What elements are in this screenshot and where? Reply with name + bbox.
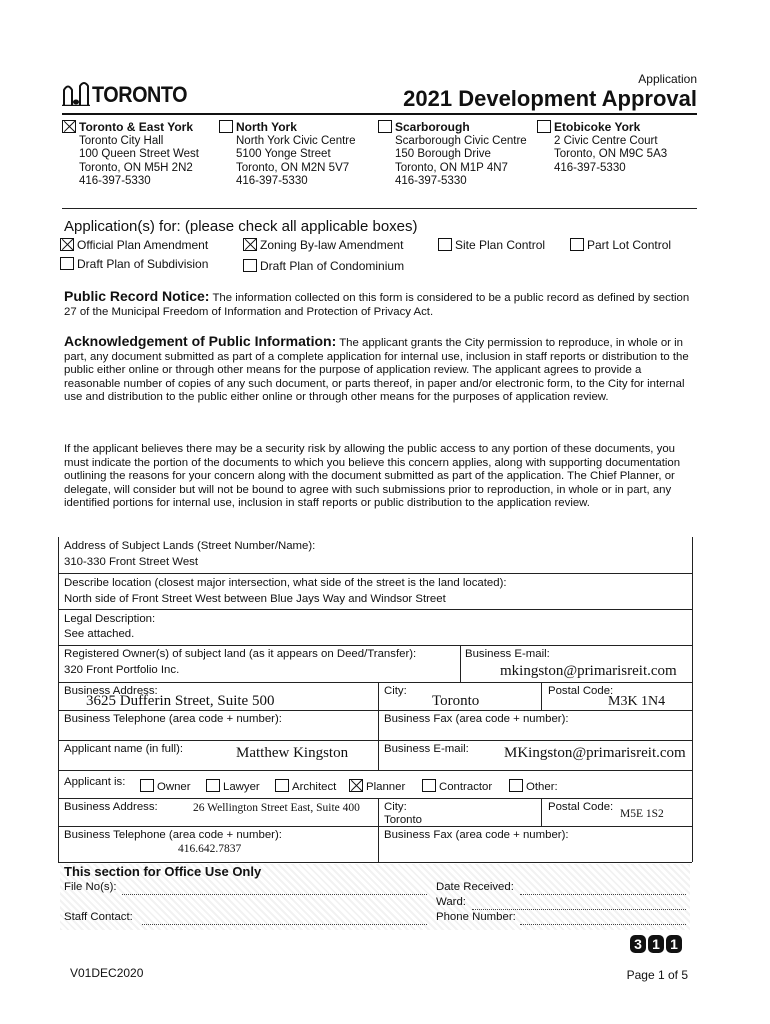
owner-field[interactable]: 320 Front Portfolio Inc.	[64, 664, 180, 676]
office-0	[62, 120, 199, 189]
applications-heading: Application(s) for: (please check all applicable boxes)	[64, 218, 418, 235]
applicant-label: Applicant name (in full):	[64, 743, 184, 755]
role-checkbox[interactable]	[206, 779, 220, 792]
applicant-phone-label: Business Telephone (area code + number):	[64, 829, 282, 841]
office-name: Toronto & East York	[79, 120, 194, 134]
badge-digit: 3	[630, 935, 646, 953]
office-address-line: 150 Borough Drive	[395, 148, 491, 160]
date-received-label: Date Received:	[436, 881, 514, 893]
role-checkbox[interactable]	[349, 779, 363, 792]
role-label: Planner	[366, 781, 406, 793]
role-option[interactable]	[206, 779, 260, 793]
application-option-label: Part Lot Control	[587, 238, 672, 252]
role-label: Other:	[526, 781, 558, 793]
application-option[interactable]	[243, 259, 404, 273]
applicant-city-field[interactable]: Toronto	[384, 814, 422, 826]
role-label: Architect	[292, 781, 337, 793]
application-option-label: Official Plan Amendment	[77, 238, 209, 252]
office-name: Etobicoke York	[554, 120, 641, 134]
acknowledgement-notice: Acknowledgement of Public Information: The applicant grants the City permission to reproduce, in whole or in part, any document submitted as part of a complete application for internal use, inclusion in staff reports or distribution to the public either online or through other means for the purpose of application review. The applicant agrees to provide a reasonable number of copies of any such document, or parts thereof, in paper and/or electronic form, to the City for internal use and distribution to the public either online or through other means for the purposes of application review.	[64, 333, 689, 404]
office-address-line: Toronto, ON M2N 5V7	[236, 161, 350, 174]
owner-postal-field[interactable]: M3K 1N4	[608, 694, 666, 709]
application-option-label: Draft Plan of Subdivision	[77, 257, 209, 271]
applicant-email-field[interactable]: MKingston@primarisreit.com	[504, 745, 686, 761]
owner-city-field[interactable]: Toronto	[432, 693, 480, 709]
address-label: Address of Subject Lands (Street Number/Name):	[64, 540, 316, 552]
office-1	[219, 120, 356, 189]
badge-digit: 1	[648, 935, 664, 953]
toronto-logo	[62, 80, 198, 106]
office-address-line: 416-397-5330	[236, 175, 308, 187]
role-option[interactable]	[422, 779, 492, 793]
badge-311	[630, 935, 682, 953]
owner-phone-label: Business Telephone (area code + number):	[64, 713, 282, 725]
application-checkbox[interactable]	[60, 257, 74, 270]
role-option[interactable]	[140, 779, 191, 793]
file-no-label: File No(s):	[64, 881, 117, 893]
role-label: Lawyer	[223, 781, 260, 793]
application-option[interactable]	[570, 238, 671, 252]
role-option[interactable]	[275, 779, 336, 793]
applicant-is-label: Applicant is:	[64, 776, 126, 788]
office-checkbox[interactable]	[219, 120, 233, 133]
office-address-line: North York Civic Centre	[236, 134, 356, 147]
office-checkbox[interactable]	[378, 120, 392, 133]
applicant-field[interactable]: Matthew Kingston	[236, 745, 349, 761]
applicant-email-label: Business E-mail:	[384, 743, 469, 755]
office-checkbox[interactable]	[62, 120, 76, 133]
owner-email-label: Business E-mail:	[465, 648, 550, 660]
owner-postal-label: Postal Code:	[548, 685, 614, 697]
office-address-line: Scarborough Civic Centre	[395, 134, 527, 147]
city-hall-icon	[62, 82, 90, 106]
office-address-line: Toronto, ON M5H 2N2	[79, 161, 193, 174]
owner-label: Registered Owner(s) of subject land (as it appears on Deed/Transfer):	[64, 648, 417, 660]
office-address-line: 2 Civic Centre Court	[554, 134, 658, 147]
role-label: Contractor	[439, 781, 493, 793]
owner-email-field[interactable]: mkingston@primarisreit.com	[500, 663, 677, 679]
role-checkbox[interactable]	[275, 779, 289, 792]
office-address-line: Toronto, ON M1P 4N7	[395, 161, 508, 174]
application-option[interactable]	[60, 257, 208, 271]
application-checkbox[interactable]	[243, 238, 257, 251]
office-use-heading: This section for Office Use Only	[64, 864, 262, 879]
office-address-line: 5100 Yonge Street	[236, 148, 331, 160]
office-address-line: Toronto City Hall	[79, 134, 164, 147]
office-address-line: 416-397-5330	[79, 175, 151, 187]
role-checkbox[interactable]	[509, 779, 523, 792]
owner-address-label: Business Address:	[64, 685, 158, 697]
phone-number-label: Phone Number:	[436, 911, 516, 923]
applicant-address-field[interactable]: 26 Wellington Street East, Suite 400	[193, 802, 360, 814]
application-option-label: Site Plan Control	[455, 238, 546, 252]
staff-contact-label: Staff Contact:	[64, 911, 133, 923]
legal-label: Legal Description:	[64, 613, 156, 625]
office-3	[537, 120, 667, 175]
ward-label: Ward:	[436, 896, 466, 908]
address-field[interactable]: 310-330 Front Street West	[64, 556, 199, 568]
applicant-postal-field[interactable]: M5E 1S2	[620, 808, 664, 820]
application-checkbox[interactable]	[243, 259, 257, 272]
role-option[interactable]	[349, 779, 405, 793]
applicant-phone-field[interactable]: 416.642.7837	[178, 843, 242, 855]
application-option-label: Draft Plan of Condominium	[260, 259, 405, 273]
owner-address-field[interactable]: 3625 Dufferin Street, Suite 500	[86, 693, 275, 709]
legal-field[interactable]: See attached.	[64, 628, 135, 640]
owner-city-label: City:	[384, 685, 407, 697]
application-option-label: Zoning By-law Amendment	[260, 238, 404, 252]
location-label: Describe location (closest major intersection, what side of the street is the land located):	[64, 577, 507, 589]
application-checkbox[interactable]	[438, 238, 452, 251]
role-checkbox[interactable]	[422, 779, 436, 792]
form-code: V01DEC2020	[70, 966, 144, 980]
page-number: Page 1 of 5	[626, 968, 688, 982]
role-option[interactable]	[509, 779, 558, 793]
office-address-line: 100 Queen Street West	[79, 148, 199, 160]
office-address-line: 416-397-5330	[395, 175, 467, 187]
office-address-line: Toronto, ON M9C 5A3	[554, 148, 668, 160]
office-name: Scarborough	[395, 120, 470, 134]
badge-311-digits	[630, 935, 682, 953]
application-label: Application	[638, 72, 697, 86]
owner-fax-label: Business Fax (area code + number):	[384, 713, 569, 725]
applicant-postal-label: Postal Code:	[548, 801, 614, 813]
badge-digit: 1	[666, 935, 682, 953]
applicant-fax-label: Business Fax (area code + number):	[384, 829, 569, 841]
application-option[interactable]	[243, 238, 403, 252]
location-field[interactable]: North side of Front Street West between Blue Jays Way and Windsor Street	[64, 593, 446, 605]
office-address-line: 416-397-5330	[554, 161, 626, 174]
office-name: North York	[236, 120, 297, 134]
application-option[interactable]	[60, 238, 208, 252]
public-record-notice: Public Record Notice: The information collected on this form is considered to be a public record as defined by section 27 of the Municipal Freedom of Information and Protection of Privacy Act.	[64, 288, 690, 318]
page-title: 2021 Development Approval	[403, 86, 697, 111]
application-checkbox[interactable]	[570, 238, 584, 251]
office-2	[378, 120, 527, 189]
logo-wordmark: TORONTO	[92, 82, 188, 107]
role-label: Owner	[157, 781, 191, 793]
applicant-address-label: Business Address:	[64, 801, 158, 813]
application-option[interactable]	[438, 238, 545, 252]
security-notice: If the applicant believes there may be a security risk by allowing the public access to any portion of these documents, you must indicate the portion of the documents to which you believe this concern applies, along with supporting documentation outlining the reasons for your concern along with the document submitted as part of the application. The Chief Planner, or delegate, will consider but will not be bound to agree with such submissions prior to reproduction, in whole or in part, any identified portions for internal use, inclusion in staff reports or public distribution to the application review.	[64, 443, 681, 510]
applicant-city-label: City:	[384, 801, 407, 813]
application-checkbox[interactable]	[60, 238, 74, 251]
office-checkbox[interactable]	[537, 120, 551, 133]
role-checkbox[interactable]	[140, 779, 154, 792]
